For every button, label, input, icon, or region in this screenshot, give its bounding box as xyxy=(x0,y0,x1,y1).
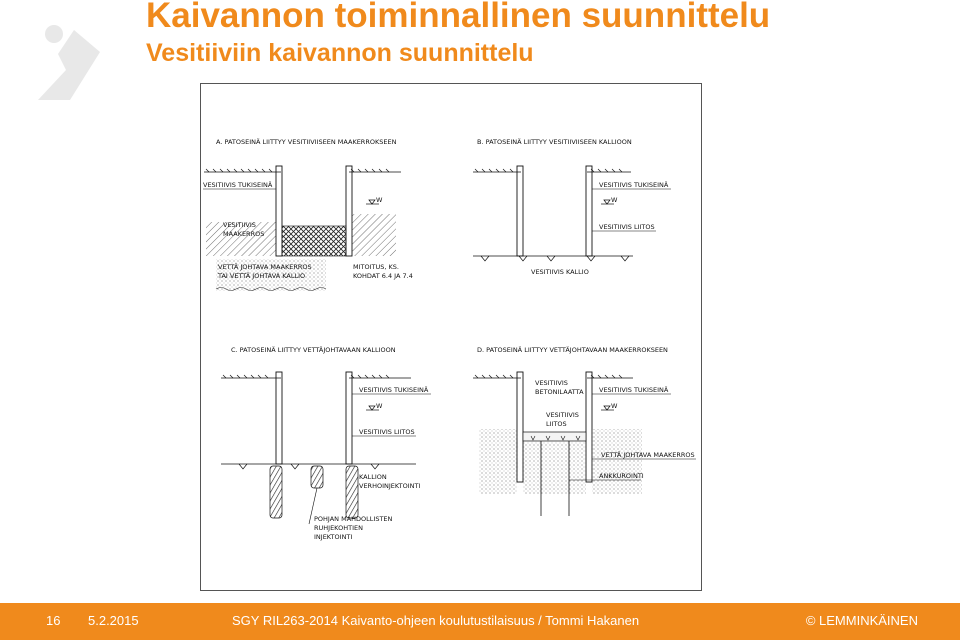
panel-b-rock-label: VESITIIVIS KALLIO xyxy=(531,268,589,276)
panel-a-wall-label: VESITIIVIS TUKISEINÄ xyxy=(203,181,273,189)
footer-brand: © LEMMINKÄINEN xyxy=(805,613,918,628)
panel-c-bottom-label-2: RUHJEKOHTIEN xyxy=(314,524,363,532)
footer-bar xyxy=(0,603,960,640)
technical-drawing xyxy=(200,83,702,591)
panel-a-heading: A. PATOSEINÄ LIITTYY VESITIIVIISEEN MAAKERROKSEEN xyxy=(216,138,397,146)
panel-d-heading: D. PATOSEINÄ LIITTYY VETTÄJOHTAVAAN MAAKERROKSEEN xyxy=(477,346,668,354)
panel-a-ref-label-1: MITOITUS, KS. xyxy=(353,263,399,271)
panel-b-joint-label: VESITIIVIS LIITOS xyxy=(599,223,655,231)
footer-text: SGY RIL263-2014 Kaivanto-ohjeen koulutustilaisuus / Tommi Hakanen xyxy=(232,613,640,628)
panel-c-water-label: W xyxy=(376,402,383,410)
panel-c-joint-label: VESITIIVIS LIITOS xyxy=(359,428,415,436)
company-logo-icon xyxy=(30,24,110,104)
panel-c-heading: C. PATOSEINÄ LIITTYY VETTÄJOHTAVAAN KALLIOON xyxy=(231,346,396,354)
panel-d-wall-label: VESITIIVIS TUKISEINÄ xyxy=(599,386,669,394)
panel-c-bottom-label-1: POHJAN MAHDOLLISTEN xyxy=(314,515,393,523)
slide-title: Kaivannon toiminnallinen suunnittelu xyxy=(146,0,771,35)
panel-b-wall-label: VESITIIVIS TUKISEINÄ xyxy=(599,181,669,189)
panel-a-ref-label-2: KOHDAT 6.4 JA 7.4 xyxy=(353,272,413,280)
panel-d-slab-label-1: VESITIIVIS xyxy=(535,379,568,387)
panel-a-layer-label-2: MAAKERROS xyxy=(223,230,265,238)
page-number: 16 xyxy=(46,613,61,628)
panel-b-water-label: W xyxy=(611,196,618,204)
panel-d-joint-label-2: LIITOS xyxy=(546,420,567,428)
panel-a-water-label: W xyxy=(376,196,383,204)
panel-c-wall-label: VESITIIVIS TUKISEINÄ xyxy=(359,386,429,394)
footer-date: 5.2.2015 xyxy=(88,613,139,628)
panel-d-water-label: W xyxy=(611,402,618,410)
panel-a xyxy=(203,137,413,291)
panel-a-layer-label-1: VESITIIVIS xyxy=(223,221,256,229)
panel-c xyxy=(221,345,431,541)
panel-b-heading: B. PATOSEINÄ LIITTYY VESITIIVIISEEN KALLIOON xyxy=(477,138,632,146)
panel-c-grout-label-1: KALLION xyxy=(359,473,387,481)
panel-d-joint-label-1: VESITIIVIS xyxy=(546,411,579,419)
panel-d-slab-label-2: BETONILAATTA xyxy=(535,388,584,396)
panel-b xyxy=(473,137,671,276)
panel-d-pervious-label: VETTÄ JOHTAVA MAAKERROS xyxy=(601,451,695,459)
panel-d xyxy=(473,345,696,516)
slide-subtitle: Vesitiiviin kaivannon suunnittelu xyxy=(146,39,534,67)
panel-d-anchor-label: ANKKUROINTI xyxy=(599,472,644,480)
panel-a-pervious-label-2: TAI VETTÄ JOHTAVA KALLIO xyxy=(218,272,306,280)
panel-c-grout-label-2: VERHOINJEKTOINTI xyxy=(359,482,421,490)
panel-c-bottom-label-3: INJEKTOINTI xyxy=(314,533,353,541)
panel-a-pervious-label-1: VETTÄ JOHTAVA MAAKERROS xyxy=(218,263,312,271)
